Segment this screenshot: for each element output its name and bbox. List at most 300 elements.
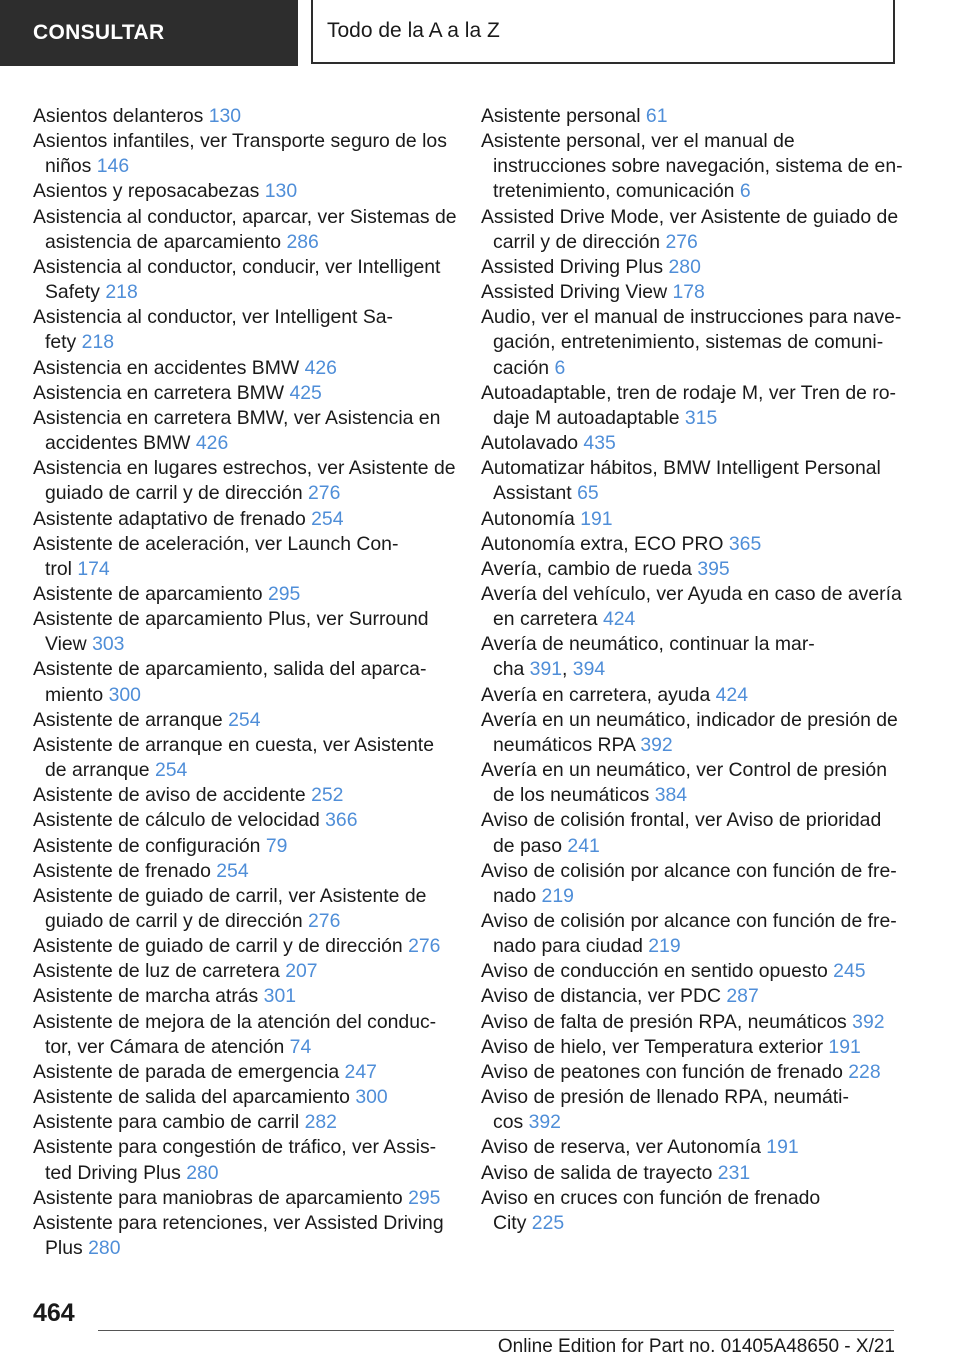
page-link[interactable]: 365 bbox=[728, 532, 762, 555]
page-link[interactable]: 424 bbox=[715, 683, 748, 706]
index-entry bbox=[481, 1186, 901, 1236]
index-entry-text: niños bbox=[45, 155, 92, 178]
index-entry-line bbox=[481, 934, 901, 959]
page-link[interactable]: 300 bbox=[108, 683, 141, 706]
index-entry-line bbox=[33, 708, 453, 733]
index-entry bbox=[481, 1010, 901, 1035]
index-entry-line bbox=[481, 129, 901, 154]
index-entry-line bbox=[481, 456, 901, 481]
index-entry-line bbox=[481, 1110, 901, 1135]
index-entry bbox=[33, 507, 453, 532]
index-entry-line bbox=[33, 1035, 453, 1060]
page-link[interactable]: 280 bbox=[88, 1237, 121, 1260]
page-link[interactable]: 276 bbox=[308, 482, 341, 505]
page-link[interactable]: 276 bbox=[665, 230, 698, 253]
index-entry-line bbox=[33, 280, 453, 305]
index-entry-text: Automatizar hábitos, BMW Intelligent Personal bbox=[481, 457, 881, 480]
index-entry-text: Asistente adaptativo de frenado bbox=[33, 507, 306, 530]
index-entry-line bbox=[33, 356, 453, 381]
page-link[interactable]: 391 bbox=[529, 658, 563, 681]
index-entry-line bbox=[33, 557, 453, 582]
page-link[interactable]: 392 bbox=[640, 733, 673, 756]
index-entry-text: de arranque bbox=[45, 759, 150, 782]
index-entry-line bbox=[33, 1010, 453, 1035]
index-entry bbox=[481, 683, 901, 708]
index-entry-text: asistencia de aparcamiento bbox=[45, 230, 282, 253]
page-link[interactable]: 6 bbox=[739, 180, 751, 203]
index-entry-line bbox=[33, 305, 453, 330]
index-entry-line bbox=[481, 205, 901, 230]
index-entry-text: Avería en un neumático, indicador de presión de bbox=[481, 708, 898, 731]
index-entry-text: Asistente de frenado bbox=[33, 859, 211, 882]
index-entry-line bbox=[481, 481, 901, 506]
index-entry-line bbox=[481, 834, 901, 859]
index-entry-line bbox=[33, 1186, 453, 1211]
index-entry-text: Asistente personal bbox=[481, 105, 641, 127]
index-entry-line bbox=[481, 708, 901, 733]
page-link[interactable]: 231 bbox=[717, 1161, 751, 1184]
index-entry-text: Aviso de reserva, ver Autonomía bbox=[481, 1136, 761, 1159]
index-entry bbox=[481, 381, 901, 431]
index-entry-line bbox=[481, 1085, 901, 1110]
index-column-right bbox=[481, 104, 901, 1236]
page-link[interactable]: 366 bbox=[325, 809, 358, 832]
index-entry bbox=[481, 1035, 901, 1060]
index-entry bbox=[33, 205, 457, 255]
index-entry-text: en carretera bbox=[493, 608, 598, 631]
footer-divider bbox=[98, 1330, 894, 1331]
index-entry-text: Avería en carretera, ayuda bbox=[481, 683, 711, 706]
index-entry bbox=[481, 280, 901, 305]
index-entry-line bbox=[33, 129, 453, 154]
index-entry bbox=[481, 582, 901, 632]
index-entry-line bbox=[33, 758, 453, 783]
index-entry bbox=[481, 959, 901, 984]
index-entry bbox=[33, 1135, 453, 1185]
index-entry bbox=[33, 381, 453, 406]
page-link[interactable]: 384 bbox=[654, 784, 688, 807]
index-entry-text: instrucciones sobre navegación, sistema de en‐ bbox=[493, 155, 903, 178]
page-link[interactable]: 254 bbox=[154, 759, 188, 782]
index-entry bbox=[33, 129, 453, 179]
page-link[interactable]: 130 bbox=[264, 180, 298, 203]
index-entry bbox=[33, 255, 453, 305]
index-entry-line bbox=[481, 330, 901, 355]
page-link[interactable]: 130 bbox=[208, 105, 242, 127]
page-link[interactable]: 191 bbox=[828, 1035, 861, 1058]
page-link[interactable]: 61 bbox=[645, 105, 668, 127]
index-entry-text: Asistencia en carretera BMW bbox=[33, 381, 285, 404]
index-entry-text: de los neumáticos bbox=[493, 784, 650, 807]
index-entry-text: Asistente de aviso de accidente bbox=[33, 784, 306, 807]
index-entry-text: tor, ver Cámara de atención bbox=[45, 1035, 285, 1058]
index-entry-line bbox=[33, 984, 453, 1009]
page-header bbox=[0, 0, 960, 66]
index-entry bbox=[33, 657, 453, 707]
index-entry-line bbox=[33, 934, 453, 959]
index-entry bbox=[33, 984, 453, 1009]
index-entry-text: Asistente de arranque en cuesta, ver Asistente bbox=[33, 733, 434, 756]
index-entry bbox=[33, 733, 453, 783]
page-link[interactable]: 228 bbox=[848, 1060, 881, 1083]
index-entry-text: Asistencia al conductor, ver Intelligent Sa‐ bbox=[33, 306, 393, 329]
index-entry-text: de paso bbox=[493, 834, 563, 857]
index-entry bbox=[481, 205, 901, 255]
index-entry-text: Asistente de aparcamiento Plus, ver Surround bbox=[33, 608, 429, 631]
index-entry bbox=[481, 758, 901, 808]
index-entry bbox=[33, 456, 456, 506]
index-entry bbox=[33, 607, 453, 657]
index-entry-text: Asistente de configuración bbox=[33, 834, 261, 857]
page-link[interactable]: 295 bbox=[267, 582, 301, 605]
index-entry-line bbox=[481, 507, 901, 532]
index-entry-text: nado bbox=[493, 884, 537, 907]
index-entry bbox=[481, 431, 901, 456]
index-entry-text: Aviso de falta de presión RPA, neumáticos bbox=[481, 1010, 847, 1033]
index-entry-line bbox=[481, 859, 901, 884]
index-entry-line bbox=[33, 104, 453, 129]
index-entry-text: Aviso de peatones con función de frenado bbox=[481, 1060, 843, 1083]
index-entry bbox=[33, 305, 453, 355]
page-link[interactable]: 435 bbox=[583, 432, 616, 455]
index-entry bbox=[33, 582, 453, 607]
index-entry bbox=[481, 255, 901, 280]
page-link[interactable]: 252 bbox=[311, 784, 344, 807]
page-link[interactable]: 426 bbox=[195, 432, 229, 455]
index-entry-line: cha 391, 394 bbox=[493, 658, 606, 681]
page-link[interactable]: 218 bbox=[105, 281, 138, 304]
index-entry bbox=[481, 557, 901, 582]
index-entry-text: Asistente de aparcamiento, salida del aparca‐ bbox=[33, 658, 427, 681]
page-link[interactable]: 424 bbox=[602, 608, 636, 631]
index-entry-text: Asientos y reposacabezas bbox=[33, 180, 260, 203]
index-entry-line bbox=[33, 1211, 453, 1236]
page-link[interactable]: 426 bbox=[304, 356, 337, 379]
index-entry-line bbox=[33, 808, 453, 833]
index-entry bbox=[33, 1110, 453, 1135]
index-entry bbox=[33, 1010, 453, 1060]
index-entry-line bbox=[33, 607, 453, 632]
page-link[interactable]: 303 bbox=[92, 633, 125, 656]
index-entry-text: Safety bbox=[45, 281, 100, 304]
index-entry-line bbox=[33, 205, 457, 230]
index-entry-text: Asistencia al conductor, aparcar, ver Sistemas de bbox=[33, 205, 457, 228]
page-link[interactable]: 286 bbox=[286, 230, 319, 253]
index-entry bbox=[481, 1135, 901, 1160]
index-entry bbox=[481, 859, 901, 909]
index-entry-text: Asistente de guiado de carril y de dirección bbox=[33, 935, 403, 958]
index-entry-line bbox=[481, 557, 901, 582]
page-link[interactable]: 276 bbox=[408, 935, 441, 958]
index-entry bbox=[481, 104, 901, 129]
index-entry bbox=[33, 708, 453, 733]
index-entry-text: neumáticos RPA bbox=[493, 733, 635, 756]
index-entry-text: cha bbox=[493, 658, 525, 681]
index-entry-text: Asistente para maniobras de aparcamiento bbox=[33, 1186, 403, 1209]
index-entry-line bbox=[33, 632, 453, 657]
index-entry-line bbox=[33, 1085, 453, 1110]
index-entry-line bbox=[33, 1110, 453, 1135]
index-entry-line bbox=[33, 255, 453, 280]
index-entry-text: Audio, ver el manual de instrucciones para nave‐ bbox=[481, 306, 902, 329]
page-link[interactable]: 254 bbox=[216, 859, 249, 882]
index-entry-line bbox=[481, 532, 901, 557]
page-link[interactable]: 394 bbox=[572, 658, 606, 681]
index-entry-text: Asistencia al conductor, conducir, ver Intelligent bbox=[33, 255, 441, 278]
index-entry-text: ted Driving Plus bbox=[45, 1161, 181, 1184]
index-entry-line bbox=[481, 632, 901, 657]
index-entry-text: Autonomía bbox=[481, 507, 575, 530]
index-entry-line bbox=[481, 884, 901, 909]
index-entry-line bbox=[33, 507, 453, 532]
index-entry bbox=[481, 984, 901, 1009]
page-link[interactable]: 6 bbox=[554, 356, 566, 379]
index-entry-text: miento bbox=[45, 683, 104, 706]
index-entry bbox=[33, 934, 453, 959]
page-link[interactable]: 219 bbox=[541, 884, 574, 907]
index-entry-text: daje M autoadaptable bbox=[493, 406, 680, 429]
index-entry-line bbox=[33, 582, 453, 607]
index-entry-line bbox=[33, 859, 453, 884]
index-entry-text: accidentes BMW bbox=[45, 432, 191, 455]
index-entry-line bbox=[481, 104, 901, 129]
index-entry bbox=[481, 708, 901, 758]
page-link[interactable]: 241 bbox=[567, 834, 600, 857]
index-entry-text: Asistente personal, ver el manual de bbox=[481, 130, 795, 153]
page-link[interactable]: 174 bbox=[77, 557, 110, 580]
index-entry bbox=[481, 532, 901, 557]
index-entry-line bbox=[33, 406, 453, 431]
index-entry-text: Asistente de mejora de la atención del conduc‐ bbox=[33, 1010, 437, 1033]
index-entry-text: Aviso de salida de trayecto bbox=[481, 1161, 713, 1184]
index-entry bbox=[481, 909, 901, 959]
page-link[interactable]: 247 bbox=[344, 1060, 377, 1083]
index-entry-text: Assisted Driving Plus bbox=[481, 255, 664, 278]
index-entry-text: Aviso de hielo, ver Temperatura exterior bbox=[481, 1035, 824, 1058]
page-link[interactable]: 65 bbox=[577, 482, 599, 505]
index-entry-line bbox=[481, 230, 901, 255]
index-entry-text: tretenimiento, comunicación bbox=[493, 180, 735, 203]
index-entry-text: Avería en un neumático, ver Control de presión bbox=[481, 759, 888, 782]
page-link[interactable]: 218 bbox=[81, 331, 115, 354]
index-entry-line bbox=[33, 154, 453, 179]
index-entry-text: Asistencia en carretera BMW, ver Asistencia en bbox=[33, 406, 441, 429]
page-link[interactable]: 178 bbox=[672, 281, 705, 304]
page-link[interactable]: 395 bbox=[697, 557, 730, 580]
index-entry-line bbox=[481, 1035, 901, 1060]
section-tab[interactable]: CONSULTAR bbox=[0, 0, 298, 66]
index-entry-text: Asientos infantiles, ver Transporte seguro de los bbox=[33, 130, 447, 153]
index-entry-text: Assistant bbox=[493, 482, 572, 505]
page-link[interactable]: 191 bbox=[766, 1136, 799, 1159]
page-link[interactable]: 219 bbox=[648, 935, 681, 958]
index-entry-text: Asistente para congestión de tráfico, ver Assis‐ bbox=[33, 1136, 437, 1159]
index-entry-text: Asistente de parada de emergencia bbox=[33, 1060, 340, 1083]
page-link[interactable]: 282 bbox=[304, 1111, 337, 1134]
chapter-title: Todo de la A a la Z bbox=[311, 0, 895, 64]
page-link[interactable]: 74 bbox=[289, 1035, 312, 1058]
index-entry-line bbox=[33, 381, 453, 406]
page-link[interactable]: 280 bbox=[186, 1161, 219, 1184]
index-entry-line bbox=[481, 683, 901, 708]
index-entry-line bbox=[33, 179, 453, 204]
page-link[interactable]: 276 bbox=[308, 910, 341, 932]
index-entry-line bbox=[481, 1060, 901, 1085]
index-entry-text: Assisted Drive Mode, ver Asistente de guiado de bbox=[481, 205, 899, 228]
index-entry bbox=[481, 808, 901, 858]
index-entry-text: guiado de carril y de dirección bbox=[45, 910, 303, 932]
index-entry-line bbox=[481, 381, 901, 406]
index-entry-line bbox=[481, 808, 901, 833]
index-entry-text: Asistente para cambio de carril bbox=[33, 1111, 300, 1134]
index-entry-text: Autolavado bbox=[481, 432, 579, 455]
index-entry-text: Aviso de colisión por alcance con función de fre‐ bbox=[481, 859, 897, 882]
index-entry-line bbox=[33, 481, 453, 506]
index-entry-text: Asistente de guiado de carril, ver Asistente de bbox=[33, 884, 427, 907]
index-entry-line bbox=[33, 657, 453, 682]
index-entry-text: Aviso de presión de llenado RPA, neumáti‐ bbox=[481, 1086, 849, 1109]
index-entry bbox=[481, 1085, 901, 1135]
index-entry-line bbox=[33, 1060, 453, 1085]
index-entry-line bbox=[481, 1211, 901, 1236]
index-entry-text: Asistente de aceleración, ver Launch Con‐ bbox=[33, 532, 399, 555]
index-entry-text: Asientos delanteros bbox=[33, 105, 204, 127]
index-entry-text: Asistencia en lugares estrechos, ver Asistente de bbox=[33, 457, 456, 480]
index-entry-line bbox=[33, 431, 453, 456]
index-entry-text: Aviso en cruces con función de frenado bbox=[481, 1186, 821, 1209]
index-entry bbox=[33, 1211, 453, 1261]
index-entry-text: City bbox=[493, 1211, 527, 1234]
index-entry bbox=[33, 808, 453, 833]
index-entry bbox=[33, 356, 453, 381]
index-entry bbox=[33, 834, 453, 859]
index-entry-line bbox=[33, 456, 456, 481]
page-link[interactable]: 254 bbox=[311, 507, 344, 530]
index-entry-line bbox=[481, 1010, 901, 1035]
index-entry-line bbox=[33, 532, 453, 557]
index-entry-text: Assisted Driving View bbox=[481, 281, 668, 304]
page-link[interactable]: 280 bbox=[668, 255, 701, 278]
index-entry-text: Aviso de colisión frontal, ver Aviso de prioridad bbox=[481, 809, 882, 832]
index-entry-line bbox=[481, 783, 901, 808]
index-entry-text: Autonomía extra, ECO PRO bbox=[481, 532, 724, 555]
index-entry bbox=[33, 1186, 453, 1211]
index-entry-line bbox=[481, 733, 901, 758]
index-entry-text: Asistente de luz de carretera bbox=[33, 960, 280, 983]
index-entry-text: Asistente de cálculo de velocidad bbox=[33, 809, 320, 832]
index-entry-text: View bbox=[45, 633, 87, 656]
page-link[interactable]: 301 bbox=[263, 985, 297, 1008]
index-entry bbox=[481, 129, 901, 204]
index-entry-text: Asistente de marcha atrás bbox=[33, 985, 259, 1008]
index-entry-text: Asistente de salida del aparcamiento bbox=[33, 1086, 350, 1109]
index-entry-line bbox=[481, 607, 901, 632]
index-entry-text: Asistente de arranque bbox=[33, 708, 223, 731]
page-link[interactable]: 245 bbox=[833, 960, 866, 983]
index-entry bbox=[33, 406, 453, 456]
index-entry bbox=[33, 959, 453, 984]
index-entry-text: Aviso de distancia, ver PDC bbox=[481, 985, 721, 1008]
page-link[interactable]: 392 bbox=[852, 1010, 885, 1033]
index-entry-line bbox=[481, 582, 901, 607]
page-link[interactable]: 425 bbox=[289, 381, 322, 404]
index-entry-text: guiado de carril y de dirección bbox=[45, 482, 303, 505]
index-entry bbox=[33, 104, 453, 129]
index-entry-line bbox=[481, 1161, 901, 1186]
index-entry-line bbox=[481, 758, 901, 783]
index-entry bbox=[33, 884, 453, 934]
index-entry-line bbox=[33, 733, 453, 758]
index-entry-text: nado para ciudad bbox=[493, 935, 643, 958]
index-entry-text: Asistencia en accidentes BMW bbox=[33, 356, 300, 379]
page-link[interactable]: 146 bbox=[96, 155, 130, 178]
footer-edition: Online Edition for Part no. 01405A48650 - X/21 bbox=[497, 1336, 895, 1357]
index-entry-line bbox=[481, 431, 901, 456]
index-entry bbox=[33, 859, 453, 884]
index-entry bbox=[33, 532, 453, 582]
index-entry-line bbox=[481, 356, 901, 381]
index-entry bbox=[33, 1060, 453, 1085]
index-entry-line bbox=[481, 154, 901, 179]
page-number: 464 bbox=[33, 1299, 75, 1327]
index-entry-line bbox=[33, 330, 453, 355]
page-link[interactable]: 191 bbox=[580, 507, 613, 530]
index-entry-text: trol bbox=[45, 557, 72, 580]
index-entry-line bbox=[481, 984, 901, 1009]
index-entry-line bbox=[33, 683, 453, 708]
index-entry-text: Avería del vehículo, ver Ayuda en caso de avería bbox=[481, 582, 902, 605]
index-entry-line bbox=[481, 179, 901, 204]
page-link[interactable]: 287 bbox=[726, 985, 759, 1008]
page-link[interactable]: 300 bbox=[355, 1086, 388, 1109]
page-link[interactable]: 254 bbox=[228, 708, 261, 731]
index-entry bbox=[481, 1161, 901, 1186]
index-entry-line bbox=[481, 959, 901, 984]
index-entry bbox=[481, 507, 901, 532]
index-entry-line bbox=[481, 305, 901, 330]
index-entry-text: Aviso de colisión por alcance con función de fre‐ bbox=[481, 910, 897, 932]
index-entry-line bbox=[33, 230, 453, 255]
index-column-left bbox=[33, 104, 457, 1261]
page-link[interactable]: 392 bbox=[528, 1111, 561, 1134]
index-entry bbox=[33, 783, 453, 808]
index-entry-line bbox=[481, 280, 901, 305]
index-entry-text: cación bbox=[493, 356, 550, 379]
index-entry-line bbox=[33, 1135, 453, 1160]
index-entry-line bbox=[481, 406, 901, 431]
index-entry-text: Autoadaptable, tren de rodaje M, ver Tren de ro‐ bbox=[481, 381, 896, 404]
index-entry-text: Asistente de aparcamiento bbox=[33, 582, 263, 605]
index-entry-line bbox=[481, 909, 901, 934]
page-link[interactable]: 315 bbox=[684, 406, 718, 429]
page-link[interactable]: 79 bbox=[265, 834, 288, 857]
index-entry bbox=[481, 1060, 901, 1085]
page-link[interactable]: 295 bbox=[408, 1186, 441, 1209]
index-entry-text: Asistente para retenciones, ver Assisted Driving bbox=[33, 1211, 444, 1234]
index-entry-line bbox=[481, 255, 901, 280]
index-entry bbox=[33, 1085, 453, 1110]
index-entry-text: fety bbox=[45, 331, 77, 354]
page-link[interactable]: 207 bbox=[285, 960, 318, 983]
index-entry-line bbox=[481, 1186, 901, 1211]
index-entry bbox=[481, 456, 901, 506]
index-entry-line bbox=[481, 1135, 901, 1160]
page-link[interactable]: 225 bbox=[531, 1211, 565, 1234]
index-entry-line bbox=[33, 959, 453, 984]
index-entry-text: gación, entretenimiento, sistemas de comuni‐ bbox=[493, 331, 884, 354]
index-entry bbox=[481, 632, 901, 682]
index-entry-line bbox=[33, 884, 453, 909]
